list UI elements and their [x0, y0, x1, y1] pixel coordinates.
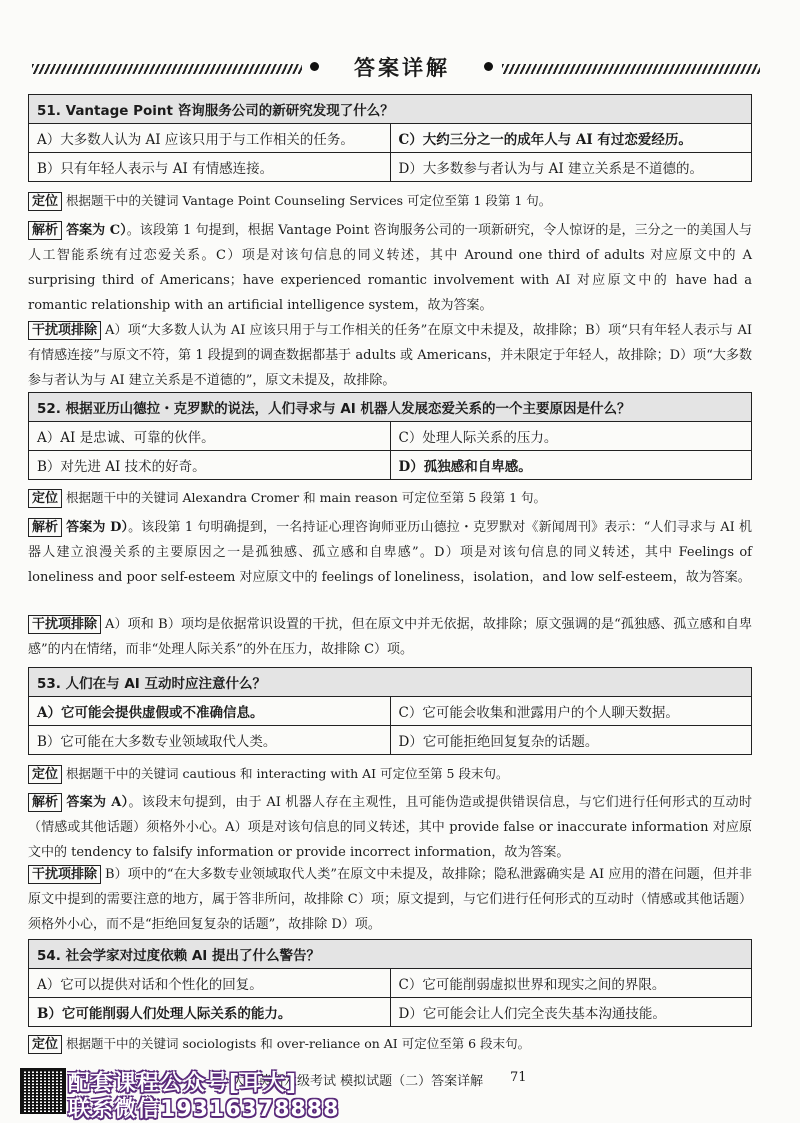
location-text: 根据题干中的关键词 cautious 和 interacting with AI 可定位至第 5 段末句。 — [66, 766, 509, 781]
q51-location — [28, 188, 752, 214]
analysis-text: 。该段第 1 句提到，根据 Vantage Point 咨询服务公司的一项新研究，令人惊讶的是，三分之一的美国人与人工智能系统有过恋爱关系。C）项是对该句信息的同义转述，其中 Around one third of adults 对应原文中的 A surprising third of Americans；have experienced romantic involvement with AI 对应原文中的 have had a romantic relationship with an artificial intelligence system，故为答案。 — [28, 223, 752, 313]
question-52-table — [28, 392, 752, 480]
header-hatch-left — [32, 64, 302, 74]
option-a: A）大多数人认为 AI 应该只用于与工作相关的任务。 — [29, 124, 391, 153]
location-text: 根据题干中的关键词 Alexandra Cromer 和 main reason 可定位至第 5 段第 1 句。 — [66, 490, 547, 505]
distractor-text: B）项中的“在大多数专业领域取代人类”在原文中未提及，故排除；隐私泄露确实是 AI 应用的潜在问题，但并非原文中提到的需要注意的地方，属于答非所问，故排除 C）项；原文提到，与它们进行任何形式的互动时（情感或其他话题）须格外小心，而不是“拒绝回复复杂的话题”，故排除 D）项。 — [28, 867, 752, 932]
option-d-correct: D）孤独感和自卑感。 — [390, 451, 752, 480]
page-footer — [0, 1060, 800, 1120]
location-tag: 定位 — [28, 1035, 62, 1054]
question-stem: 51. Vantage Point 咨询服务公司的新研究发现了什么？ — [29, 95, 752, 124]
page-number: 71 — [510, 1070, 527, 1085]
answer-label: 答案为 C） — [66, 223, 127, 238]
option-c: C）它可能会收集和泄露用户的个人聊天数据。 — [390, 697, 752, 726]
analysis-tag: 解析 — [28, 793, 62, 812]
distractor-tag: 干扰项排除 — [28, 615, 101, 634]
analysis-tag: 解析 — [28, 518, 62, 537]
distractor-text: A）项“大多数人认为 AI 应该只用于与工作相关的任务”在原文中未提及，故排除；B）项“只有年轻人表示与 AI 有情感连接”与原文不符，第 1 段提到的调查数据都基于 adults 或 Americans，并未限定于年轻人，故排除；D）项“大多数参与者认为与 AI 建立关系是不道德的”，原文未提及，故排除。 — [28, 323, 752, 388]
option-b-correct: B）它可能削弱人们处理人际关系的能力。 — [29, 998, 391, 1027]
question-54-table — [28, 939, 752, 1027]
option-c-correct: C）大约三分之一的成年人与 AI 有过恋爱经历。 — [390, 124, 752, 153]
distractor-tag: 干扰项排除 — [28, 321, 101, 340]
section-header — [32, 52, 760, 84]
q53-location — [28, 761, 752, 787]
location-text: 根据题干中的关键词 Vantage Point Counseling Services 可定位至第 1 段第 1 句。 — [66, 193, 552, 208]
q51-distractors — [28, 318, 752, 393]
q51-analysis — [28, 218, 752, 318]
question-stem: 54. 社会学家对过度依赖 AI 提出了什么警告？ — [29, 940, 752, 969]
footer-text: 大学英语六级考试 模拟试题（二）答案详解 — [232, 1074, 484, 1089]
option-a: A）它可以提供对话和个性化的回复。 — [29, 969, 391, 998]
option-b: B）它可能在大多数专业领域取代人类。 — [29, 726, 391, 755]
q53-analysis — [28, 790, 752, 865]
qr-code-icon — [20, 1068, 66, 1114]
analysis-text: 。该段末句提到，由于 AI 机器人存在主观性，且可能伪造或提供错误信息，与它们进行任何形式的互动时（情感或其他话题）须格外小心。A）项是对该句信息的同义转述，其中 provide false or inaccurate information 对应原文中的 tendency to falsify information or provide incorrect information，故为答案。 — [28, 795, 752, 860]
option-b: B）只有年轻人表示与 AI 有情感连接。 — [29, 153, 391, 182]
option-c: C）处理人际关系的压力。 — [390, 422, 752, 451]
watermark-line-2: 联系微信19316378888 — [68, 1097, 340, 1122]
distractor-text: A）项和 B）项均是依据常识设置的干扰，但在原文中并无依据，故排除；原文强调的是“孤独感、孤立感和自卑感”的内在情绪，而非“处理人际关系”的外在压力，故排除 C）项。 — [28, 617, 752, 657]
analysis-text: 。该段第 1 句明确提到，一名持证心理咨询师亚历山德拉・克罗默对《新闻周刊》表示：“人们寻求与 AI 机器人建立浪漫关系的主要原因之一是孤独感、孤立感和自卑感”。D）项是对该句信息的同义转述，其中 Feelings of loneliness and poor self-esteem 对应原文中的 feelings of loneliness，isolation，and low self-esteem，故为答案。 — [28, 520, 752, 585]
watermark-line-1: 配套课程公众号[耳大] — [68, 1071, 298, 1096]
analysis-tag: 解析 — [28, 221, 62, 240]
question-stem: 53. 人们在与 AI 互动时应注意什么？ — [29, 668, 752, 697]
option-d: D）大多数参与者认为与 AI 建立关系是不道德的。 — [390, 153, 752, 182]
location-tag: 定位 — [28, 765, 62, 784]
question-51-table — [28, 94, 752, 182]
q52-analysis — [28, 515, 752, 590]
question-53-table — [28, 667, 752, 755]
q54-location — [28, 1031, 752, 1057]
q52-location — [28, 485, 752, 511]
location-text: 根据题干中的关键词 sociologists 和 over-reliance on AI 可定位至第 6 段末句。 — [66, 1036, 531, 1051]
option-d: D）它可能拒绝回复复杂的话题。 — [390, 726, 752, 755]
distractor-tag: 干扰项排除 — [28, 865, 101, 884]
location-tag: 定位 — [28, 489, 62, 508]
option-a: A）AI 是忠诚、可靠的伙伴。 — [29, 422, 391, 451]
header-title: 答案详解 — [354, 56, 450, 80]
option-a-correct: A）它可能会提供虚假或不准确信息。 — [29, 697, 391, 726]
q52-distractors — [28, 612, 752, 662]
answer-label: 答案为 D） — [66, 520, 129, 535]
location-tag: 定位 — [28, 192, 62, 211]
question-stem: 52. 根据亚历山德拉・克罗默的说法，人们寻求与 AI 机器人发展恋爱关系的一个主要原因是什么？ — [29, 393, 752, 422]
answer-label: 答案为 A） — [66, 795, 129, 810]
header-bullet-icon — [484, 62, 493, 71]
header-hatch-right — [502, 64, 760, 74]
option-b: B）对先进 AI 技术的好奇。 — [29, 451, 391, 480]
option-c: C）它可能削弱虚拟世界和现实之间的界限。 — [390, 969, 752, 998]
header-bullet-icon — [310, 62, 319, 71]
q53-distractors — [28, 862, 752, 937]
option-d: D）它可能会让人们完全丧失基本沟通技能。 — [390, 998, 752, 1027]
